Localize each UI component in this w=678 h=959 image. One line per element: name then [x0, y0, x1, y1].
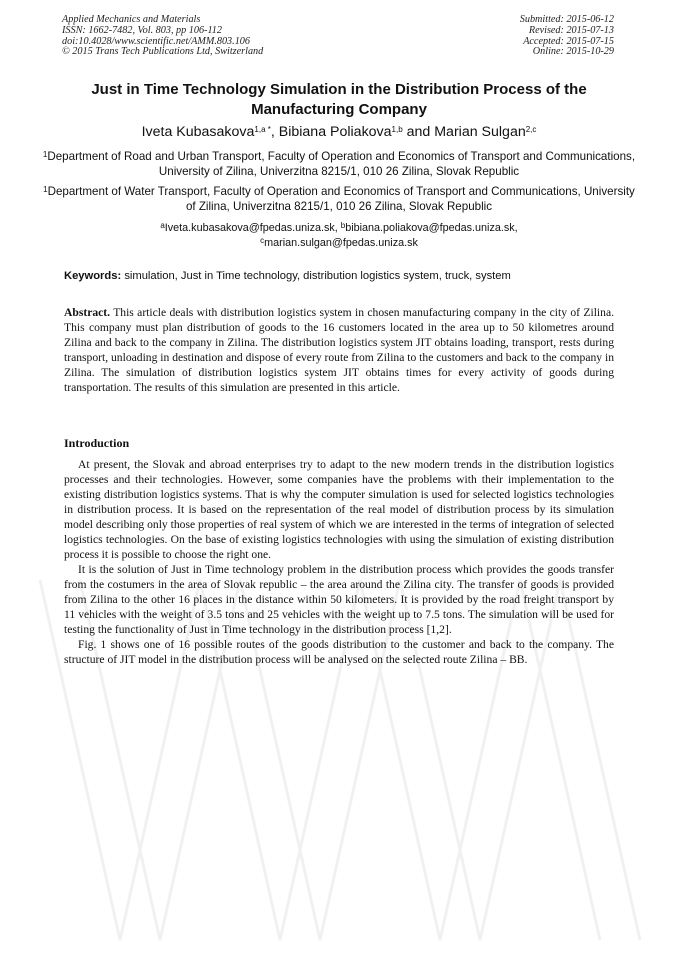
introduction-paragraph: It is the solution of Just in Time technology problem in the distribution process which provides the goods transfer from the costumers in the area of Slovak republic – the area around the Zilina city. The transfer of goods is provided from Zilina to the other 16 places in the distance within 50 kilometers. It is provided by the road freight transport by 11 vehicles with the weight of 3.5 tons and 25 vehicles with the weight up to 7.5 tons. The simulation will be used for testing the functionality of Just in Time technology in the distribution process [1,2]. — [64, 563, 614, 636]
submitted-date: Submitted: 2015-06-12 — [519, 14, 614, 25]
email-separator: , — [514, 222, 518, 234]
introduction-paragraph: At present, the Slovak and abroad enterprises try to adapt to the new modern trends in the distribution logistics processes and their technologies. However, some companies have the problems with their implementation to the existing distribution logistics systems. That is why the computer simulation is used for selected logistics technologies in distribution process. It is based on the representation of the real model of distribution process by its simulation model describing only those properties of real system of which we are interested in the terms of integration of selected logistics technologies. On the base of existing logistics technologies with using the simulation of existing distribution process it is possible to choose the right one. — [64, 458, 614, 561]
abstract-text: This article deals with distribution logistics system in chosen manufacturing company in the city of Zilina. This company must plan distribution of goods to the 16 customers located in the area up to 50 kilometres around Zilina and back to the company in Zilina. The distribution logistics system JIT obtains loading, transport, rests during transport, unloading in destination and dispose of every route from Zilina to the customers and back to the company in Zilina. The simulation of distribution logistics system JIT obtains times for every activity of goods during transportation. The results of this simulation are presented in this article. — [64, 306, 614, 394]
affiliation-text: Department of Road and Urban Transport, Faculty of Operation and Economics of Transport and Communications, University of Zilina, Univerzitna 8215/1, 010 26 Zilina, Slovak Republic — [47, 150, 636, 178]
abstract-label: Abstract. — [64, 306, 111, 319]
email-mark: b — [340, 221, 346, 230]
issn-volume-pages: ISSN: 1662-7482, Vol. 803, pp 106-112 — [62, 24, 222, 36]
author-affiliation-mark: 2,c — [525, 125, 537, 134]
accepted-date: Accepted: 2015-07-15 — [523, 35, 614, 47]
paper-title: Just in Time Technology Simulation in the Distribution Process of the Manufacturing Company — [91, 81, 587, 118]
journal-name: Applied Mechanics and Materials — [62, 14, 201, 25]
email-mark: c — [260, 235, 265, 245]
author-separator: , — [270, 124, 279, 140]
keywords-text: simulation, Just in Time technology, distribution logistics system, truck, system — [124, 270, 511, 282]
email-separator: , — [334, 222, 341, 234]
online-date: Online: 2015-10-29 — [532, 46, 614, 58]
affiliation-text: Department of Water Transport, Faculty of Operation and Economics of Transport and Communications, University of Zilina, Univerzitna 8215/1, 010 26 Zilina, Slovak Republic — [47, 185, 635, 213]
affiliation-mark: 1 — [42, 150, 48, 159]
author-separator: and — [402, 124, 435, 140]
doi: doi:10.4028/www.scientific.net/AMM.803.106 — [62, 35, 250, 47]
email-address[interactable]: marian.sulgan@fpedas.uniza.sk — [264, 236, 418, 249]
author-name: Bibiana Poliakova — [278, 124, 392, 140]
author-affiliation-mark: 1,a * — [254, 125, 271, 134]
author-name: Iveta Kubasakova — [141, 124, 255, 140]
introduction-body — [64, 457, 614, 667]
journal-info — [62, 15, 263, 58]
keywords-line — [64, 269, 624, 283]
email-address[interactable]: bibiana.poliakova@fpedas.uniza.sk — [345, 222, 515, 234]
introduction-paragraph: Fig. 1 shows one of 16 possible routes of the goods distribution to the customer and back to the company. The structure of JIT model in the distribution process will be analysed on the selected route Zilina – BB. — [64, 638, 614, 666]
affiliation-1 — [40, 149, 638, 179]
author-name: Marian Sulgan — [434, 124, 526, 140]
author-affiliation-mark: 1,b — [391, 125, 403, 134]
revised-date: Revised: 2015-07-13 — [528, 24, 614, 36]
email-mark: a — [160, 221, 165, 230]
publication-dates — [520, 15, 614, 58]
introduction-heading: Introduction — [64, 436, 130, 450]
email-address[interactable]: Iveta.kubasakova@fpedas.uniza.sk — [164, 222, 335, 234]
abstract — [64, 305, 614, 395]
keywords-label: Keywords: — [64, 270, 122, 282]
author-emails — [80, 221, 598, 250]
affiliation-mark: 1 — [43, 185, 48, 194]
copyright: © 2015 Trans Tech Publications Ltd, Switzerland — [62, 46, 264, 58]
author-list — [20, 123, 658, 141]
affiliation-2 — [40, 184, 638, 214]
